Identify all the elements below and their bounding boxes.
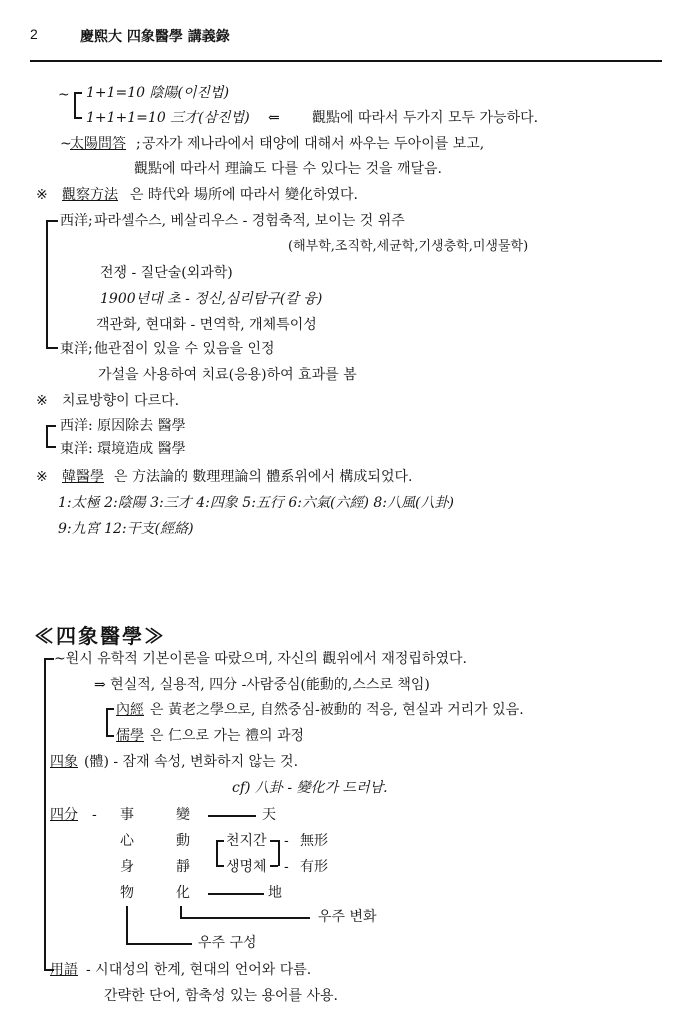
sifen-item: 動 bbox=[176, 833, 190, 849]
bracket-line bbox=[270, 840, 278, 842]
connector-line bbox=[180, 917, 310, 919]
taiyang-text: ; bbox=[136, 136, 141, 152]
ternary-line: 1+1+1=10 三才(삼진법) bbox=[86, 110, 250, 126]
sifen-item: 變 bbox=[176, 807, 190, 823]
bracket-line bbox=[44, 658, 54, 660]
sifen-item: 心 bbox=[120, 833, 134, 849]
number-system-line-2: 9:九宮 12:干支(經絡) bbox=[58, 521, 194, 537]
page-number: 2 bbox=[30, 26, 38, 42]
observation-label: 觀察方法 bbox=[62, 187, 118, 203]
sifen-dash: - bbox=[92, 807, 97, 823]
viewpoint-note: 觀點에 따라서 두가지 모두 가능하다. bbox=[312, 110, 539, 126]
bracket-line bbox=[74, 92, 76, 118]
binary-line: 1+1=10 陰陽(이진법) bbox=[86, 85, 230, 101]
reference-mark: ※ bbox=[36, 187, 48, 203]
sixiang-text: (體) - 잠재 속성, 변화하지 않는 것. bbox=[84, 754, 299, 770]
sifen-item: 身 bbox=[120, 859, 134, 875]
dash: - bbox=[284, 833, 289, 849]
sifen-label: 四分 bbox=[50, 807, 78, 823]
universe-structure: 우주 구성 bbox=[198, 935, 257, 951]
bracket-line bbox=[46, 347, 58, 349]
neijing-label: 內經 bbox=[116, 702, 144, 718]
bracket-label: 생명체 bbox=[226, 859, 267, 875]
bracket-line bbox=[278, 840, 280, 866]
header-rule bbox=[30, 60, 662, 62]
sifen-earth: 地 bbox=[268, 885, 282, 901]
confucian-text: 은 仁으로 가는 禮의 과정 bbox=[150, 728, 304, 744]
reference-mark: ※ bbox=[36, 469, 48, 485]
sifen-heaven: 天 bbox=[262, 807, 276, 823]
east-label: 東洋 bbox=[60, 341, 88, 357]
section-title: ≪四象醫學≫ bbox=[34, 624, 166, 648]
universe-change: 우주 변화 bbox=[318, 909, 377, 925]
west-label: 西洋 bbox=[60, 213, 88, 229]
sasang-intro: ~원시 유학적 기본이론을 따랐으며, 자신의 觀위에서 재정립하였다. bbox=[54, 651, 467, 667]
bracket-line bbox=[46, 446, 56, 448]
bracket-line bbox=[216, 865, 224, 867]
sifen-item: 物 bbox=[120, 885, 134, 901]
bracket-label: 천지간 bbox=[226, 833, 267, 849]
modern-line: 객관화, 현대화 - 면역학, 개체특이성 bbox=[96, 317, 317, 333]
connector-line bbox=[208, 893, 264, 895]
bracket-line bbox=[46, 220, 58, 222]
west-subtext: (해부학,조직학,세균학,기생충학,미생물학) bbox=[288, 239, 529, 254]
korean-medicine-text: 은 方法論的 數理理論의 體系위에서 構成되었다. bbox=[114, 469, 413, 485]
taiyang-text: 공자가 제나라에서 태양에 대해서 싸우는 두아이를 보고, bbox=[142, 136, 485, 152]
confucian-label: 儒學 bbox=[116, 728, 144, 744]
east-text: 他관점이 있을 수 있음을 인정 bbox=[94, 341, 275, 357]
bracket-line bbox=[74, 117, 82, 119]
bracket-line bbox=[74, 92, 82, 94]
neijing-text: 은 黃老之學으로, 自然중심-被動的 적응, 현실과 거리가 있음. bbox=[150, 702, 524, 718]
connector-line bbox=[126, 906, 128, 944]
tilde-mark: ~ bbox=[58, 87, 70, 103]
bracket-line bbox=[216, 840, 218, 866]
page-header-title: 慶熙大 四象醫學 講義錄 bbox=[80, 29, 230, 45]
bracket-line bbox=[106, 735, 114, 737]
main-bracket-line bbox=[44, 658, 46, 970]
taiyang-label: 太陽問答 bbox=[70, 136, 126, 152]
bracket-line bbox=[106, 708, 114, 710]
bracket-line bbox=[46, 425, 48, 447]
treatment-east: 東洋: 環境造成 醫學 bbox=[60, 441, 186, 457]
war-line: 전쟁 - 질단술(외과학) bbox=[100, 265, 233, 281]
sifen-item: 化 bbox=[176, 885, 190, 901]
west-text: ; bbox=[88, 213, 93, 229]
dash: - bbox=[284, 859, 289, 875]
formless: 無形 bbox=[300, 833, 328, 849]
east-text: ; bbox=[88, 341, 93, 357]
terminology-text-2: 간략한 단어, 함축성 있는 용어를 사용. bbox=[104, 988, 339, 1004]
early-1900-line: 1900년대 초 - 정신,심리탐구(칼 융) bbox=[100, 291, 323, 307]
number-system-line-1: 1:太極 2:陰陽 3:三才 4:四象 5:五行 6:六氣(六經) 8:八風(八卦) bbox=[58, 495, 454, 511]
treatment-west: 西洋: 原因除去 醫學 bbox=[60, 418, 186, 434]
with-form: 有形 bbox=[300, 859, 328, 875]
sixiang-label: 四象 bbox=[50, 754, 78, 770]
sifen-item: 靜 bbox=[176, 859, 190, 875]
bracket-line bbox=[106, 708, 108, 736]
bracket-line bbox=[216, 840, 224, 842]
west-text: 파라셀수스, 베살리우스 - 경험축적, 보이는 것 위주 bbox=[94, 213, 405, 229]
bracket-line bbox=[270, 865, 278, 867]
taiyang-text-2: 觀點에 따라서 理論도 다를 수 있다는 것을 깨달음. bbox=[134, 161, 442, 177]
sasang-practical: ⇒ 현실적, 실용적, 四分 -사람중심(能動的,스스로 책임) bbox=[94, 677, 430, 693]
tilde-mark: ~ bbox=[60, 136, 72, 152]
terminology-label: 用語 bbox=[50, 962, 78, 978]
treatment-text: 치료방향이 다르다. bbox=[62, 393, 180, 409]
korean-medicine-label: 韓醫學 bbox=[62, 469, 104, 485]
connector-line bbox=[208, 815, 256, 817]
sifen-item: 事 bbox=[120, 807, 134, 823]
observation-text: 은 時代와 場所에 따라서 變化하였다. bbox=[130, 187, 358, 203]
reference-mark: ※ bbox=[36, 393, 48, 409]
left-arrow: ⇐ bbox=[268, 110, 280, 126]
bracket-line bbox=[46, 425, 56, 427]
bagua-note: cf) 八卦 - 變化가 드러남. bbox=[232, 780, 388, 796]
terminology-text: - 시대성의 한계, 현대의 언어와 다름. bbox=[86, 962, 312, 978]
connector-line bbox=[126, 943, 192, 945]
east-text-2: 가설을 사용하여 치료(응용)하여 효과를 봄 bbox=[98, 367, 357, 383]
bracket-line bbox=[46, 220, 48, 348]
